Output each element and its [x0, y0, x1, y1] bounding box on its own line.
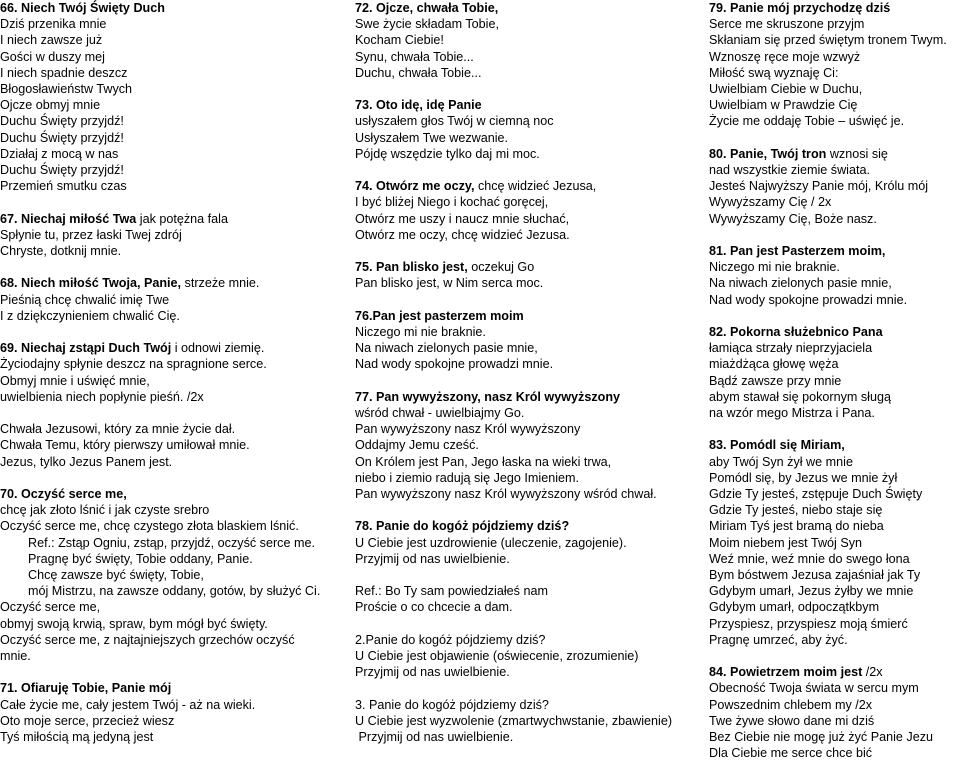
text: Niczego mi nie braknie. — [355, 325, 486, 339]
bold-text: 78. Panie do kogóż pójdziemy dziś? — [355, 519, 570, 534]
hymn-heading-line — [0, 275, 259, 291]
text-line — [355, 632, 545, 648]
text-line — [355, 437, 479, 453]
text: miażdżąca głowę węża — [709, 357, 839, 372]
text-line — [0, 567, 204, 583]
text: Oto moje serce, przecież wiesz — [0, 713, 175, 728]
hymn-heading-line — [0, 340, 264, 356]
bold-text: 75. Pan blisko jest, — [355, 260, 468, 275]
text: Gdybym umarł, odpoczątkbym — [709, 600, 880, 615]
text: Pieśnią chcę chwalić imię Twe — [0, 292, 170, 307]
text: chcę widzieć Jezusa, — [474, 179, 597, 194]
text: chcę jak złoto lśnić i jak czyste srebro — [0, 503, 210, 518]
text-line — [709, 632, 848, 648]
text: Błogosławieństw Twych — [0, 82, 133, 96]
bold-text: 74. Otwórz me oczy, — [355, 179, 475, 194]
text: Gdybym umarł, Jezus żyłby we mnie — [709, 584, 914, 599]
text: Oczyść serce me, z najtajniejszych grzechów oczyść — [0, 632, 295, 647]
text: Pomódl się, by Jezus we mnie żył — [709, 470, 898, 485]
text-line — [709, 583, 913, 599]
text: Nad wody spokojne prowadzi mnie. — [709, 292, 908, 307]
bold-text: 72. Ojcze, chwała Tobie, — [355, 1, 499, 15]
text: Gdzie Ty jesteś, niebo staje się — [709, 503, 883, 518]
bold-text: 68. Niech miłość Twoja, Panie, — [0, 276, 182, 291]
text: wśród chwał - uwielbiajmy Go. — [355, 406, 525, 420]
hymn-heading-line — [0, 0, 165, 16]
text: Życie me oddaję Tobie – uświęć je. — [709, 114, 905, 129]
text-line — [0, 648, 31, 664]
text: Niczego mi nie braknie. — [709, 260, 840, 275]
text: strzeże mnie. — [181, 276, 260, 291]
text: Chwała Temu, który pierwszy umiłował mnie. — [0, 438, 250, 453]
text: U Ciebie jest wyzwolenie (zmartwychwstanie, zbawienie) — [355, 713, 673, 728]
text-line — [0, 308, 180, 324]
text-line — [355, 486, 657, 502]
text: i odnowi ziemię. — [171, 341, 265, 356]
text: Przyspiesz, przyspiesz moją śmierć — [709, 616, 908, 631]
text: Dla Ciebie me serce chce bić — [709, 746, 873, 761]
text: Duchu Święty przyjdź! — [0, 163, 124, 177]
text: Życiodajny spłynie deszcz na spragnione serce. — [0, 357, 267, 372]
bold-text: 82. Pokorna służebnico Pana — [709, 325, 883, 339]
text-line — [355, 664, 510, 680]
text-line — [709, 567, 920, 583]
bold-text: 81. Pan jest Pasterzem moim, — [709, 244, 886, 258]
text: Otwórz me oczy, chcę widzieć Jezusa. — [355, 227, 570, 242]
text: Usłyszałem Twe wezwanie. — [355, 130, 509, 145]
text: Przyjmij od nas uwielbienie. — [355, 665, 510, 680]
text: Ojcze obmyj mnie — [0, 98, 101, 113]
text-line — [709, 502, 882, 518]
text-line — [709, 518, 884, 534]
bold-text: 73. Oto idę, idę Panie — [355, 98, 482, 113]
text: 2.Panie do kogóż pójdziemy dziś? — [355, 632, 546, 647]
text: U Ciebie jest uzdrowienie (uleczenie, zagojenie). — [355, 535, 627, 550]
text: Wywyższamy Cię / 2x — [709, 195, 832, 210]
text-line — [0, 389, 204, 405]
text-line — [709, 535, 862, 551]
text-line — [709, 97, 857, 113]
hymn-heading-line — [709, 324, 883, 340]
text: Miriam Tyś jest bramą do nieba — [709, 519, 884, 534]
text-line — [0, 292, 169, 308]
text-line — [0, 81, 132, 97]
text: Moim niebem jest Twój Syn — [709, 535, 863, 550]
hymn-heading-line — [709, 243, 885, 259]
hymn-heading-line — [355, 0, 498, 16]
text: Wywyższamy Cię, Boże nasz. — [709, 211, 877, 226]
text: Jezus, tylko Jezus Panem jest. — [0, 454, 173, 469]
text-line — [709, 292, 907, 308]
text-line — [0, 502, 209, 518]
text: Uwielbiam w Prawdzie Cię — [709, 98, 858, 113]
text-line — [355, 551, 510, 567]
bold-text: 84. Powietrzem moim jest — [709, 665, 863, 680]
text: Na niwach zielonych pasie mnie, — [709, 276, 892, 291]
hymn-heading-line — [0, 680, 171, 696]
text-line — [355, 599, 513, 615]
text: Pragnę być święty, Tobie oddany, Panie. — [0, 551, 253, 566]
text: Pan wywyższony nasz Król wywyższony — [355, 422, 581, 437]
text-line — [0, 421, 235, 437]
text-line — [709, 356, 839, 372]
text-line — [355, 470, 579, 486]
text-line — [709, 551, 910, 567]
text: Pragnę umrzeć, aby żyć. — [709, 632, 848, 647]
text-line — [709, 745, 872, 761]
hymn-heading-line — [709, 146, 888, 162]
text: Pan wywyższony nasz Król wywyższony wśród chwał. — [355, 487, 657, 501]
text-line — [0, 551, 253, 567]
text: Duchu Święty przyjdź! — [0, 130, 124, 145]
text: Bez Ciebie nie mogę już żyć Panie Jezu — [709, 730, 934, 744]
text-line — [355, 324, 486, 340]
text-line — [0, 146, 118, 162]
text-line — [0, 16, 106, 32]
bold-text: 83. Pomódl się Miriam, — [709, 438, 845, 453]
text: Duchu, chwała Tobie... — [355, 65, 482, 80]
text: Otwórz me uszy i naucz mnie słuchać, — [355, 211, 570, 226]
text: abym stawał się pokornym sługą — [709, 389, 891, 404]
text-line — [0, 373, 150, 389]
hymn-heading-line — [709, 0, 890, 16]
text: I z dziękczynieniem chwalić Cię. — [0, 308, 180, 323]
text-line — [709, 113, 904, 129]
text: Oczyść serce me, — [0, 600, 101, 615]
text: Na niwach zielonych pasie mnie, — [355, 341, 538, 356]
text-line — [0, 518, 299, 534]
text: uwielbienia niech popłynie pieśń. /2x — [0, 389, 204, 404]
hymn-heading-line — [355, 178, 596, 194]
text: Serce me skruszone przyjm — [709, 17, 865, 32]
text: wznosi się — [826, 146, 888, 161]
text-line — [0, 130, 124, 146]
text-line — [355, 583, 548, 599]
text-line — [709, 616, 908, 632]
text: Miłość swą wyznaję Ci: — [709, 65, 839, 80]
text-line — [709, 32, 947, 48]
text: Duchu Święty przyjdź! — [0, 114, 124, 129]
text-line — [709, 49, 860, 65]
text-line — [709, 680, 919, 696]
text: Wznoszę ręce moje wzwyż — [709, 49, 861, 64]
text-line — [355, 713, 672, 729]
text: Swe życie składam Tobie, — [355, 17, 499, 32]
text: na wzór mego Mistrza i Pana. — [709, 406, 875, 420]
hymn-heading-line — [355, 259, 534, 275]
text-line — [709, 373, 841, 389]
text-line — [709, 454, 853, 470]
text-line — [709, 729, 933, 745]
text: obmyj swoją krwią, spraw, bym mógł być święty. — [0, 616, 268, 631]
text-line — [355, 356, 553, 372]
text-line — [355, 454, 611, 470]
text-line — [0, 583, 320, 599]
text: aby Twój Syn żył we mnie — [709, 454, 853, 469]
text: Pan blisko jest, w Nim serca moc. — [355, 276, 544, 291]
text-line — [709, 16, 864, 32]
text-line — [709, 275, 892, 291]
text: jak potężna fala — [136, 211, 228, 226]
text-line — [709, 194, 831, 210]
text-line — [355, 49, 474, 65]
text-line — [355, 146, 540, 162]
text: niebo i ziemio radują się Jego Imieniem. — [355, 470, 580, 485]
bold-text: 76.Pan jest pasterzem moim — [355, 308, 524, 323]
text: mój Mistrzu, na zawsze oddany, gotów, by służyć Ci. — [0, 584, 321, 599]
text-line — [0, 243, 121, 259]
text-line — [0, 97, 100, 113]
hymn-heading-line — [355, 389, 620, 405]
text-line — [0, 178, 127, 194]
text: Obecność Twoja świata w sercu mym — [709, 681, 919, 696]
text-line — [709, 162, 870, 178]
text: Pójdę wszędzie tylko daj mi moc. — [355, 146, 540, 161]
text: Jesteś Najwyższy Panie mój, Królu mój — [709, 179, 929, 194]
text-line — [0, 65, 127, 81]
text: Tyś miłością mą jedyną jest — [0, 730, 154, 744]
text-line — [355, 340, 538, 356]
text-line — [0, 535, 315, 551]
text: Gości w duszy mej — [0, 49, 105, 64]
text-line — [709, 599, 879, 615]
text: Powszednim chlebem my /2x — [709, 697, 873, 712]
bold-text: 71. Ofiaruję Tobie, Panie mój — [0, 681, 172, 696]
text-line — [0, 616, 268, 632]
text: On Królem jest Pan, Jego łaska na wieki trwa, — [355, 454, 612, 469]
text: Proście o co chcecie a dam. — [355, 600, 513, 615]
text: Oddajmy Jemu cześć. — [355, 438, 479, 453]
text-line — [355, 32, 444, 48]
text-line — [355, 421, 580, 437]
text-line — [0, 32, 102, 48]
text: oczekuj Go — [467, 260, 535, 275]
text-line — [0, 599, 100, 615]
text-line — [355, 535, 627, 551]
text: usłyszałem głos Twój w ciemną noc — [355, 114, 554, 129]
text: Nad wody spokojne prowadzi mnie. — [355, 357, 554, 372]
bold-text: 66. Niech Twój Święty Duch — [0, 1, 165, 15]
bold-text: 77. Pan wywyższony, nasz Król wywyższony — [355, 389, 621, 404]
text: U Ciebie jest objawienie (oświecenie, zrozumienie) — [355, 649, 639, 663]
hymn-heading-line — [355, 308, 524, 324]
text: łamiąca strzały nieprzyjaciela — [709, 341, 873, 356]
hymn-heading-line — [709, 437, 845, 453]
hymn-heading-line — [355, 97, 482, 113]
text-line — [709, 486, 922, 502]
text-line — [709, 405, 875, 421]
text: Przyjmij od nas uwielbienie. — [355, 551, 510, 566]
text-line — [709, 470, 897, 486]
text-line — [709, 713, 874, 729]
text-line — [709, 211, 877, 227]
text-line — [0, 49, 105, 65]
text: Ref.: Zstąp Ogniu, zstąp, przyjdź, oczyść serce me. — [0, 535, 315, 550]
text-line — [0, 454, 172, 470]
bold-text: 67. Niechaj miłość Twa — [0, 211, 137, 226]
text: Weź mnie, weź mnie do swego łona — [709, 551, 910, 566]
text-line — [355, 65, 481, 81]
text-line — [709, 340, 872, 356]
hymn-heading-line — [0, 211, 228, 227]
text-line — [709, 65, 838, 81]
text-line — [355, 729, 513, 745]
text: Ref.: Bo Ty sam powiedziałeś nam — [355, 584, 548, 599]
text: 3. Panie do kogóż pójdziemy dziś? — [355, 697, 549, 712]
bold-text: 69. Niechaj zstąpi Duch Twój — [0, 341, 172, 356]
text: Oczyść serce me, chcę czystego złota blaskiem lśnić. — [0, 519, 299, 534]
text-line — [355, 16, 499, 32]
text-line — [0, 632, 295, 648]
text: Kocham Ciebie! — [355, 33, 444, 48]
text-line — [0, 162, 124, 178]
text: /2x — [862, 665, 883, 680]
hymn-heading-line — [355, 518, 569, 534]
bold-text: 79. Panie mój przychodzę dziś — [709, 1, 891, 15]
text-line — [0, 437, 250, 453]
text-line — [0, 113, 124, 129]
text-line — [709, 389, 891, 405]
text-line — [0, 697, 255, 713]
text: nad wszystkie ziemie świata. — [709, 163, 870, 177]
text-line — [355, 130, 508, 146]
text: Bym bóstwem Jezusa zajaśniał jak Ty — [709, 568, 921, 582]
text-line — [0, 729, 153, 745]
text: Bądź zawsze przy mnie — [709, 373, 842, 388]
text: I niech spadnie deszcz — [0, 65, 128, 80]
text-line — [355, 194, 548, 210]
text: Chwała Jezusowi, który za mnie życie dał. — [0, 422, 236, 437]
bold-text: 70. Oczyść serce me, — [0, 487, 127, 501]
hymn-heading-line — [0, 486, 127, 502]
text: I niech zawsze już — [0, 33, 103, 48]
text: Przyjmij od nas uwielbienie. — [355, 730, 514, 744]
text: Uwielbiam Ciebie w Duchu, — [709, 82, 863, 96]
text: Chcę zawsze być święty, Tobie, — [0, 568, 204, 582]
text: Obmyj mnie i uświęć mnie, — [0, 373, 150, 388]
bold-text: 80. Panie, Twój tron — [709, 146, 827, 161]
text-line — [709, 259, 840, 275]
text: Działaj z mocą w nas — [0, 146, 119, 161]
text-line — [355, 227, 570, 243]
text-line — [0, 227, 182, 243]
text-line — [709, 81, 862, 97]
text: Skłaniam się przed świętym tronem Twym. — [709, 33, 947, 48]
text: Synu, chwała Tobie... — [355, 49, 474, 64]
text-line — [355, 211, 569, 227]
text-line — [355, 275, 543, 291]
text-line — [0, 713, 174, 729]
text-line — [0, 356, 267, 372]
text-line — [709, 697, 872, 713]
text-line — [355, 697, 549, 713]
text-line — [709, 178, 928, 194]
text-line — [355, 648, 639, 664]
text: Spłynie tu, przez łaski Twej zdrój — [0, 227, 182, 242]
text-line — [355, 113, 554, 129]
hymn-heading-line — [709, 664, 883, 680]
text-line — [355, 405, 524, 421]
text: Twe żywe słowo dane mi dziś — [709, 713, 875, 728]
text: Przemień smutku czas — [0, 179, 127, 194]
text: Dziś przenika mnie — [0, 17, 107, 32]
text: Całe życie me, cały jestem Twój - aż na wieki. — [0, 697, 256, 712]
text: Chryste, dotknij mnie. — [0, 244, 122, 258]
text: I być bliżej Niego i kochać goręcej, — [355, 195, 549, 210]
text: Gdzie Ty jesteś, zstępuje Duch Święty — [709, 487, 923, 501]
text: mnie. — [0, 649, 31, 663]
